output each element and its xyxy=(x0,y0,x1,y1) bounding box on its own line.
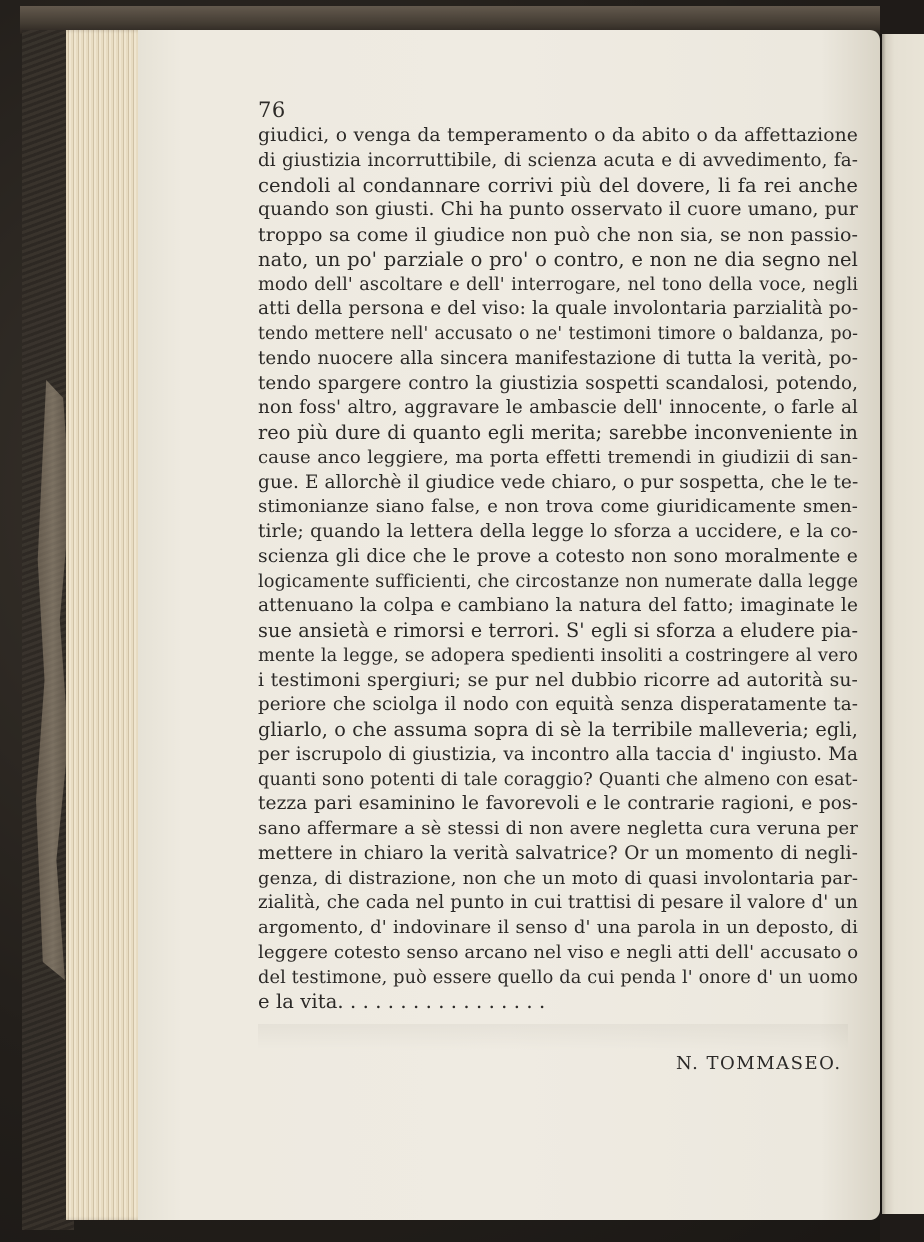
text-line: scienza gli dice che le prove a cotesto non sono moralmente e xyxy=(258,545,858,567)
text-line: stimonianze siano false, e non trova come giuridicamente smen- xyxy=(258,496,858,518)
text-line: quando son giusti. Chi ha punto osservato il cuore umano, pur xyxy=(258,199,858,221)
text-line: per iscrupolo di giustizia, va incontro alla taccia d' ingiusto. Ma xyxy=(258,743,858,765)
text-line: non foss' altro, aggravare le ambascie dell' innocente, o farle al xyxy=(258,397,858,419)
text-line: cendoli al condannare corrivi più del dovere, li fa rei anche xyxy=(258,173,858,197)
text-line: gue. E allorchè il giudice vede chiaro, o pur sospetta, che le te- xyxy=(258,471,859,493)
text-line: mettere in chiaro la verità salvatrice? Or un momento di negli- xyxy=(258,842,858,864)
text-line: troppo sa come il giudice non può che non sia, se non passio- xyxy=(258,224,858,246)
text-line: quanti sono potenti di tale coraggio? Quanti che almeno con esat- xyxy=(258,769,858,790)
text-line: reo più dure di quanto egli merita; sarebbe inconveniente in xyxy=(258,421,858,444)
text-line: sue ansietà e rimorsi e terrori. S' egli si sforza a eludere pia- xyxy=(258,619,859,642)
text-line: tendo mettere nell' accusato o ne' testimoni timore o baldanza, po- xyxy=(258,324,858,344)
text-line: giudici, o venga da temperamento o da abito o da affettazione xyxy=(258,125,858,146)
text-line: nato, un po' parziale o pro' o contro, e non ne dia segno nel xyxy=(258,247,858,271)
text-line: i testimoni spergiuri; se pur nel dubbio ricorre ad autorità su- xyxy=(258,669,858,691)
text-line: modo dell' ascoltare e dell' interrogare, nel tono della voce, negli xyxy=(258,274,858,295)
text-line: tendo spargere contro la giustizia sospetti scandalosi, potendo, xyxy=(258,372,858,394)
text-line: gliarlo, o che assuma sopra di sè la terribile malleveria; egli, xyxy=(258,718,858,741)
facing-page-edge xyxy=(882,34,924,1214)
body-text xyxy=(258,124,858,1015)
ink-bleed-through xyxy=(258,1024,848,1050)
gutter-shadow xyxy=(880,34,886,1214)
text-line: logicamente sufficienti, che circostanze non numerate dalla legge xyxy=(258,571,859,592)
text-line: attenuano la colpa e cambiano la natura del fatto; imaginate le xyxy=(258,595,858,617)
text-line: di giustizia incorruttibile, di scienza acuta e di avvedimento, fa- xyxy=(258,149,858,171)
text-line: zialità, che cada nel punto in cui trattisi di pesare il valore d' un xyxy=(258,892,858,914)
text-line: atti della persona e del viso: la quale involontaria parzialità po- xyxy=(258,298,859,320)
text-line: cause anco leggiere, ma porta effetti tremendi in giudizii di san- xyxy=(258,446,858,468)
text-line: mente la legge, se adopera spedienti insoliti a costringere al vero xyxy=(258,645,858,666)
page-number: 76 xyxy=(258,98,286,122)
page-edges-stack xyxy=(66,30,144,1220)
text-line: leggere cotesto senso arcano nel viso e negli atti dell' accusato o xyxy=(258,941,859,963)
text-line: sano affermare a sè stessi di non avere negletta cura veruna per xyxy=(258,818,858,839)
text-line: periore che sciolga il nodo con equità senza disperatamente ta- xyxy=(258,694,858,716)
text-line: del testimone, può essere quello da cui penda l' onore d' un uomo xyxy=(258,967,858,988)
text-line: genza, di distrazione, non che un moto di quasi involontaria par- xyxy=(258,867,858,889)
text-line: argomento, d' indovinare il senso d' una parola in un deposto, di xyxy=(258,917,858,938)
text-line: tendo nuocere alla sincera manifestazione di tutta la verità, po- xyxy=(258,347,858,369)
author-signature: N. TOMMASEO. xyxy=(676,1053,842,1074)
text-line: tezza pari esaminino le favorevoli e le contrarie ragioni, e pos- xyxy=(258,793,858,815)
text-line: e la vita. . . . . . . . . . . . . . . . . xyxy=(258,990,546,1014)
text-line: tirle; quando la lettera della legge lo sforza a uccidere, e la co- xyxy=(258,521,858,542)
